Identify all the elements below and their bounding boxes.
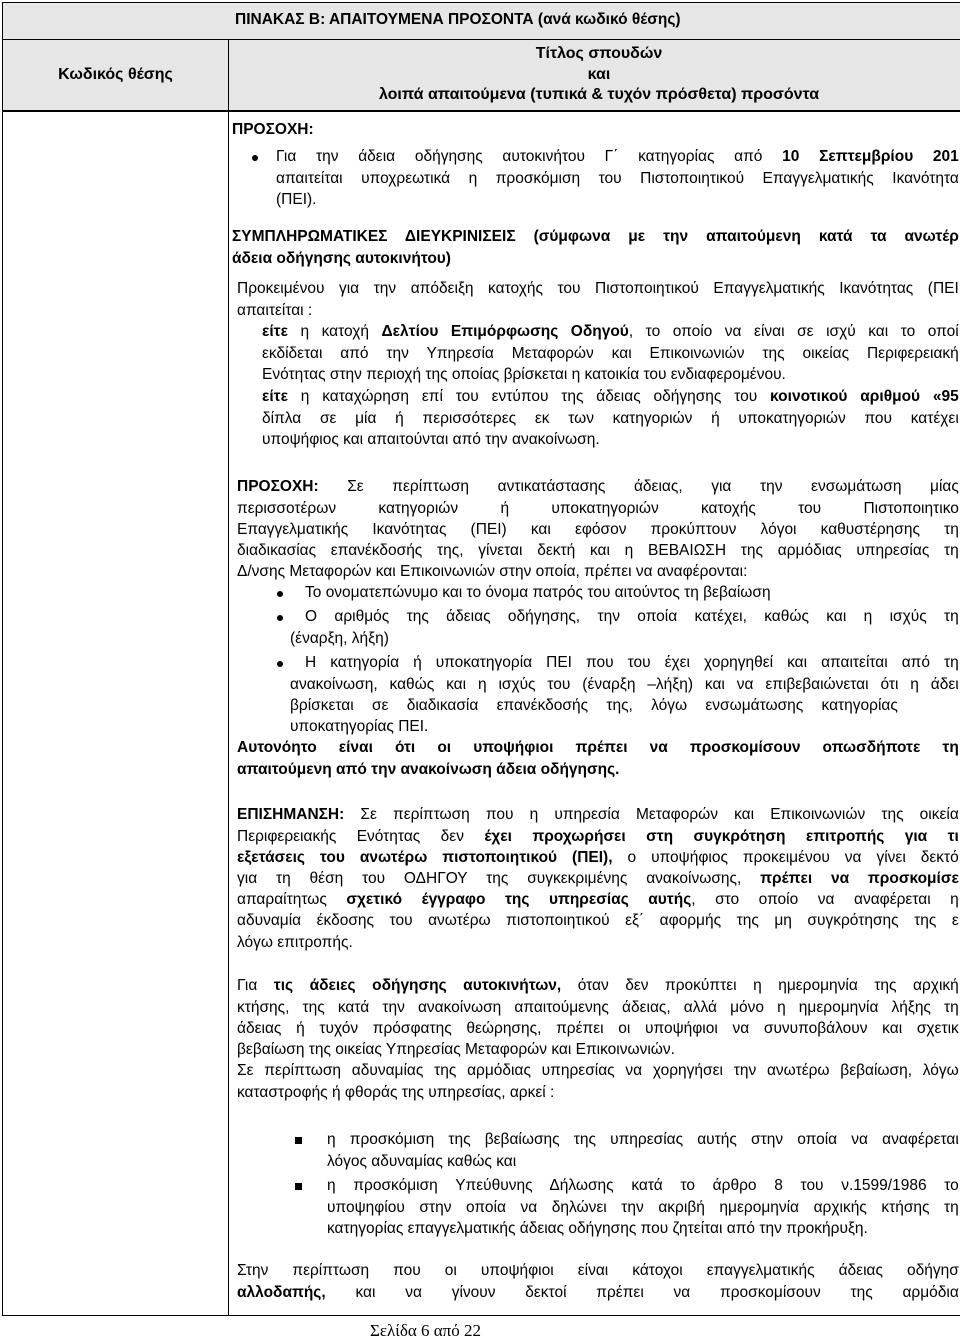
column-header-requirements-line: Τίτλος σπουδών bbox=[535, 45, 663, 62]
text-run: λόγος αδυναμίας καθώς και bbox=[327, 1152, 517, 1170]
text-line bbox=[237, 868, 959, 889]
text-line bbox=[237, 561, 959, 582]
text-line bbox=[327, 1197, 959, 1218]
text-run: η κατοχή bbox=[287, 323, 382, 341]
page-number: Σελίδα 6 από 22 bbox=[370, 1321, 482, 1340]
text-run: (έναρξη, λήξη) bbox=[290, 629, 389, 647]
text-run: καταστροφής ή φθοράς της υπηρεσίας, αρκεί : bbox=[237, 1083, 555, 1101]
disc-bullet-icon bbox=[252, 155, 258, 161]
text-line bbox=[237, 759, 959, 780]
text-line bbox=[262, 321, 959, 342]
text-run: απαιτείται : bbox=[237, 301, 313, 319]
text-line bbox=[237, 1018, 959, 1039]
text-line bbox=[237, 847, 959, 868]
bold-text-run: ΕΠΙΣΗΜΑΝΣΗ: bbox=[237, 806, 345, 824]
bold-text-run: είτε bbox=[262, 323, 288, 341]
bold-text-run: απαιτούμενη από την ανακοίνωση άδεια οδήγησης. bbox=[237, 760, 620, 778]
text-run: περισσοτέρων κατηγοριών ή υποκατηγοριών κατοχής του Πιστοποιητικο bbox=[237, 499, 959, 517]
text-run: η προσκόμιση της βεβαίωσης της υπηρεσίας αυτής στην οποία να αναφέρεται bbox=[327, 1131, 959, 1149]
disc-bullet-icon bbox=[277, 661, 283, 667]
text-run: Σε περίπτωση που η υπηρεσία Μεταφορών και Επικοινωνιών της οικεία bbox=[344, 806, 959, 824]
text-line bbox=[262, 364, 959, 385]
bold-text-run: αλλοδαπής, bbox=[237, 1283, 326, 1301]
text-line bbox=[237, 997, 959, 1018]
text-run: Περιφερειακής Ενότητας δεν bbox=[237, 827, 485, 845]
text-run: απαραίτητως bbox=[237, 891, 347, 909]
text-run: αδυναμία έκδοσης του ανωτέρω πιστοποιητικού εξ΄ αφορμής της μη συγκρότησης της ε bbox=[237, 912, 959, 930]
text-line bbox=[237, 826, 959, 847]
text-run: υποψήφιος και απαιτούνται από την ανακοίνωση. bbox=[262, 430, 600, 448]
bold-text-run: ΣΥΜΠΛΗΡΩΜΑΤΙΚΕΣ ΔΙΕΥΚΡΙΝΙΣΕΙΣ (σύμφωνα με την απαιτούμενη κατά τα ανωτέρ bbox=[232, 228, 959, 246]
text-line bbox=[262, 386, 959, 407]
text-line bbox=[237, 300, 959, 321]
disc-bullet-icon bbox=[277, 615, 283, 621]
text-run: Για την άδεια οδήγησης αυτοκινήτου Γ΄ κατηγορίας από bbox=[276, 148, 783, 166]
text-line bbox=[232, 226, 959, 247]
text-line bbox=[237, 910, 959, 931]
text-line bbox=[276, 189, 959, 210]
text-run: Σε περίπτωση αντικατάστασης άδειας, για την ενσωμάτωση μίας bbox=[318, 478, 959, 496]
bold-text-run: ΠΡΟΣΟΧΗ: bbox=[232, 121, 314, 139]
text-run: όταν δεν προκύπτει η ημερομηνία της αρχική bbox=[561, 977, 959, 995]
text-run: και να γίνουν δεκτοί πρέπει να προσκομίσουν της αρμόδια bbox=[325, 1283, 959, 1301]
text-line bbox=[290, 628, 959, 649]
text-run: Προκειμένου για την απόδειξη κατοχής του Πιστοποιητικού Επαγγελματικής Ικανότητας (ΠΕΙ bbox=[237, 280, 959, 298]
square-bullet-icon bbox=[295, 1183, 302, 1190]
text-run: Για bbox=[237, 977, 274, 995]
text-line bbox=[237, 498, 959, 519]
text-line bbox=[305, 582, 959, 603]
bold-text-run: 10 Σεπτεμβρίου 201 bbox=[782, 148, 959, 166]
text-line bbox=[305, 652, 959, 673]
text-run: απαιτείται υποχρεωτικά η προσκόμιση του Πιστοποιητικού Επαγγελματικής Ικανότητα bbox=[276, 169, 959, 187]
text-line bbox=[262, 429, 959, 450]
text-run: άδειας ή τυχόν πρόσφατης θεώρησης, πρέπει οι υποψήφιοι να συνυποβάλουν και σχετικ bbox=[237, 1019, 959, 1037]
text-run: λόγω επιτροπής. bbox=[237, 933, 353, 951]
text-run: για τη θέση του ΟΔΗΓΟΥ της συγκεκριμένης ανακοίνωσης, bbox=[237, 870, 761, 887]
text-line bbox=[237, 932, 959, 953]
bold-text-run: έχει προχωρήσει στη συγκρότηση επιτροπής για τι bbox=[484, 827, 959, 845]
text-line bbox=[327, 1218, 959, 1239]
text-line bbox=[237, 975, 959, 996]
bold-text-run: Δελτίου Επιμόρφωσης Οδηγού bbox=[381, 323, 629, 341]
text-run: , στο οποίο να αναφέρεται η bbox=[691, 891, 959, 909]
text-run: Επαγγελματικής Ικανότητας (ΠΕΙ) και εφόσον προκύπτουν λόγοι καθυστέρησης τη bbox=[237, 520, 959, 538]
text-run: βεβαίωση της οικείας Υπηρεσίας Μεταφορών και Επικοινωνιών. bbox=[237, 1041, 675, 1058]
column-header-requirements-line: λοιπά απαιτούμενα (τυπικά & τυχόν πρόσθετα) προσόντα bbox=[378, 86, 820, 103]
text-line bbox=[237, 1282, 959, 1303]
bold-text-run: κοινοτικού αριθμού «95 bbox=[770, 388, 959, 406]
bold-text-run: τις άδειες οδήγησης αυτοκινήτων, bbox=[273, 977, 562, 995]
text-run: εκδίδεται από την Υπηρεσία Μεταφορών και Επικοινωνιών της οικείας Περιφερειακή bbox=[262, 344, 959, 362]
bold-text-run: σχετικό έγγραφο της υπηρεσίας αυτής bbox=[346, 891, 692, 909]
bold-text-run: άδεια οδήγησης αυτοκινήτου) bbox=[232, 249, 451, 267]
text-run: , το οποίο να είναι σε ισχύ και το οποί bbox=[628, 323, 959, 341]
text-run: βρίσκεται σε διαδικασία επανέκδοσής της, λόγω ενσωμάτωσης κατηγορίας bbox=[290, 696, 898, 714]
text-line bbox=[327, 1175, 959, 1196]
text-run: κατηγορίας επαγγελματικής άδειας οδήγησης που ζητείται από την προκήρυξη. bbox=[327, 1219, 868, 1237]
square-bullet-icon bbox=[295, 1137, 302, 1144]
text-line bbox=[327, 1129, 959, 1150]
text-line bbox=[237, 804, 959, 825]
text-run: Σε περίπτωση αδυναμίας της αρμόδιας υπηρεσίας να χορηγήσει την ανωτέρω βεβαίωση, λόγω bbox=[237, 1062, 959, 1080]
bold-text-run: ΠΡΟΣΟΧΗ: bbox=[237, 478, 319, 496]
text-line bbox=[327, 1151, 959, 1172]
text-run: υποκατηγορίας ΠΕΙ. bbox=[290, 718, 429, 735]
text-line bbox=[276, 168, 959, 189]
text-run: κτήσης, της κατά την ανακοίνωση απαιτούμενης άδειας, αλλά μόνο η ημερομηνία λήξης τη bbox=[237, 998, 959, 1016]
text-run: Ενότητας στην περιοχή της οποίας βρίσκεται η κατοικία του ενδιαφερομένου. bbox=[262, 365, 786, 383]
text-line bbox=[290, 674, 959, 695]
text-line bbox=[290, 716, 959, 737]
text-run: Στην περίπτωση που οι υποψήφιοι είναι κάτοχοι επαγγελματικής άδειας οδήγησ bbox=[237, 1262, 959, 1280]
text-run: ανακοίνωση, καθώς και η ισχύς του (έναρξη –λήξη) και να επιβεβαιώνεται ότι η άδει bbox=[290, 675, 959, 693]
text-run: Η κατηγορία ή υποκατηγορία ΠΕΙ που του έχει χορηγηθεί και απαιτείται από τη bbox=[305, 654, 959, 672]
text-run: διαδικασίας επανέκδοσής της, γίνεται δεκτή και η ΒΕΒΑΙΩΣΗ της αρμόδιας υπηρεσίας τη bbox=[237, 542, 959, 559]
text-line bbox=[237, 1039, 959, 1060]
text-run: (ΠΕΙ). bbox=[276, 190, 317, 208]
bold-text-run: εξετάσεις του ανωτέρω πιστοποιητικού (ΠΕΙ), bbox=[237, 848, 613, 866]
text-line bbox=[290, 695, 898, 716]
text-run: δίπλα σε μία ή περισσότερες εκ των κατηγοριών ή υποκατηγοριών που κατέχει bbox=[262, 409, 959, 427]
text-line bbox=[237, 1060, 959, 1081]
text-run: υποψηφίου στην οποία να δηλώνει την ακριβή ημερομηνία αρχικής κτήσης τη bbox=[327, 1198, 959, 1216]
disc-bullet-icon bbox=[277, 591, 283, 597]
text-run: Το ονοματεπώνυμο και το όνομα πατρός του αιτούντος τη βεβαίωση bbox=[305, 584, 771, 602]
text-line bbox=[305, 606, 959, 627]
text-line bbox=[237, 737, 959, 758]
table-title: ΠΙΝΑΚΑΣ Β: ΑΠΑΙΤΟΥΜΕΝΑ ΠΡΟΣΟΝΤΑ (ανά κωδικό θέσης) bbox=[235, 11, 681, 28]
text-line bbox=[237, 540, 959, 561]
column-header-requirements-line: και bbox=[587, 65, 611, 83]
text-line bbox=[262, 408, 959, 429]
text-line bbox=[237, 1082, 959, 1103]
text-run: Ο αριθμός της άδειας οδήγησης, την οποία κατέχει, καθώς και η ισχύς τη bbox=[305, 608, 959, 626]
text-run: Δ/νσης Μεταφορών και Επικοινωνιών στην οποία, πρέπει να αναφέρονται: bbox=[237, 563, 748, 581]
text-line bbox=[237, 889, 959, 910]
text-line bbox=[232, 119, 959, 140]
text-line bbox=[232, 248, 959, 269]
bold-text-run: Αυτονόητο είναι ότι οι υποψήφιοι πρέπει να προσκομίσουν οπωσδήποτε τη bbox=[237, 739, 959, 757]
text-line bbox=[237, 519, 959, 540]
text-line bbox=[262, 343, 959, 364]
bold-text-run: πρέπει να προσκομίσε bbox=[760, 870, 959, 887]
text-line bbox=[237, 278, 959, 299]
text-line bbox=[276, 146, 959, 167]
text-run: η καταχώρηση επί του εντύπου της άδειας οδήγησης του bbox=[287, 388, 771, 406]
text-run: η προσκόμιση Υπεύθυνης Δήλωσης κατά το άρθρο 8 του ν.1599/1986 το bbox=[327, 1177, 959, 1195]
text-run: ο υποψήφιος προκειμένου να γίνει δεκτό bbox=[612, 848, 959, 866]
text-line bbox=[237, 476, 959, 497]
bold-text-run: είτε bbox=[262, 388, 288, 406]
text-line bbox=[237, 1260, 959, 1281]
column-header-position-code: Κωδικός θέσης bbox=[58, 66, 173, 83]
